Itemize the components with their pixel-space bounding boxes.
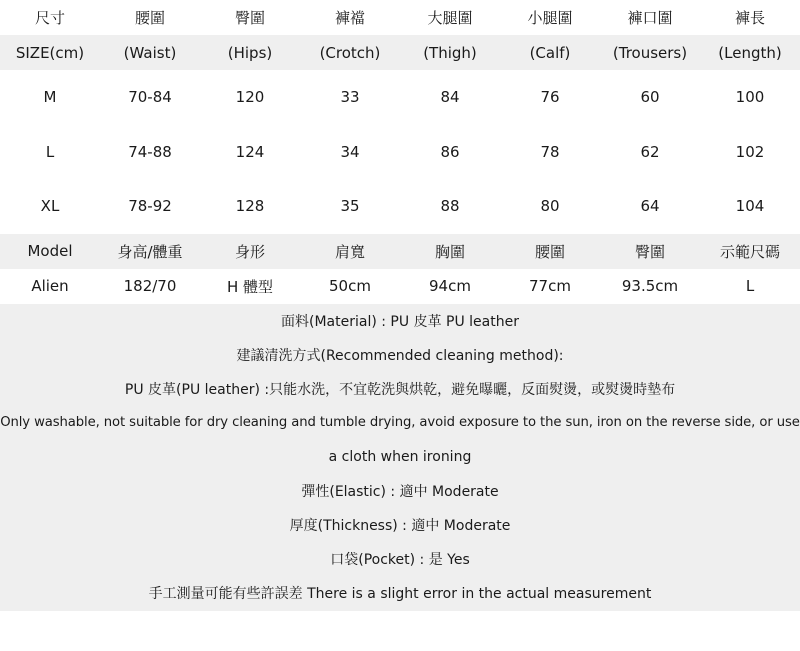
waist-value: 78-92 [128,197,172,216]
model-header-hips: 臀圍 [600,234,700,269]
length-value: 100 [735,88,765,107]
model-value-row [0,269,800,304]
size-row-m [0,70,800,125]
header-trousers-en: (Trousers) [600,35,700,70]
model-header-waist: 腰圍 [500,234,600,269]
header-calf-en: (Calf) [500,35,600,70]
thigh-value: 84 [440,88,460,107]
thigh-value: 86 [440,142,460,161]
crotch-value: 35 [340,197,360,216]
header-length-en: (Length) [700,35,800,70]
model-height-weight: 182/70 [100,269,200,304]
thigh-value: 88 [440,197,460,216]
header-thigh-cn: 大腿圍 [400,0,500,35]
size-label: L [45,142,55,161]
measurement-error-note: 手工測量可能有些許誤差 There is a slight error in the actual measurement [148,586,652,603]
model-chest: 94cm [400,269,500,304]
hips-value: 120 [235,88,265,107]
length-value: 102 [735,142,765,161]
header-size-en: SIZE(cm) [0,35,100,70]
model-header-height-weight: 身高/體重 [100,234,200,269]
model-header-row [0,234,800,269]
size-header-cn-row [0,0,800,35]
size-table [0,0,800,234]
bottom-spacer [0,611,800,649]
model-header-chest: 胸圍 [400,234,500,269]
size-header-en-row [0,35,800,70]
waist-value: 70-84 [128,88,172,107]
header-crotch-cn: 褲襠 [300,0,400,35]
product-notes [0,304,800,611]
header-hips-cn: 臀圍 [200,0,300,35]
model-demo-size: L [700,269,800,304]
cleaning-note-en-line1: Only washable, not suitable for dry cleaning and tumble drying, avoid exposure to the sun, iron on the reverse side, or use [0,415,800,431]
crotch-value: 34 [340,142,360,161]
cleaning-title: 建議清洗方式(Recommended cleaning method): [236,347,564,364]
length-value: 104 [735,197,765,216]
header-hips-en: (Hips) [200,35,300,70]
model-shoulder: 50cm [300,269,400,304]
size-label: M [43,88,57,107]
pocket-note: 口袋(Pocket) : 是 Yes [330,552,470,569]
material-note: 面料(Material) : PU 皮革 PU leather [281,313,519,330]
model-waist: 77cm [500,269,600,304]
trousers-value: 62 [640,142,660,161]
hips-value: 128 [235,197,265,216]
model-header-shoulder: 肩寬 [300,234,400,269]
model-header-demo-size: 示範尺碼 [700,234,800,269]
size-row-l [0,125,800,180]
model-header-body-shape: 身形 [200,234,300,269]
model-body-shape: H 體型 [200,269,300,304]
model-name: Alien [0,269,100,304]
elastic-note: 彈性(Elastic) : 適中 Moderate [301,484,499,501]
calf-value: 78 [540,142,560,161]
thickness-note: 厚度(Thickness) : 適中 Moderate [289,518,511,535]
header-trousers-cn: 褲口圍 [600,0,700,35]
header-waist-en: (Waist) [100,35,200,70]
hips-value: 124 [235,142,265,161]
size-label: XL [40,197,60,216]
header-size-cn: 尺寸 [0,0,100,35]
header-length-cn: 褲長 [700,0,800,35]
header-crotch-en: (Crotch) [300,35,400,70]
waist-value: 74-88 [128,142,172,161]
size-row-xl [0,179,800,234]
model-header-model: Model [0,234,100,269]
model-hips: 93.5cm [600,269,700,304]
crotch-value: 33 [340,88,360,107]
cleaning-note-en-line2: a cloth when ironing [328,448,472,465]
calf-value: 76 [540,88,560,107]
model-table [0,234,800,304]
trousers-value: 60 [640,88,660,107]
header-calf-cn: 小腿圍 [500,0,600,35]
calf-value: 80 [540,197,560,216]
cleaning-note-cn: PU 皮革(PU leather) :只能水洗，不宜乾洗與烘乾，避免曝曬，反面熨燙，或熨燙時墊布 [124,381,676,398]
header-thigh-en: (Thigh) [400,35,500,70]
header-waist-cn: 腰圍 [100,0,200,35]
trousers-value: 64 [640,197,660,216]
